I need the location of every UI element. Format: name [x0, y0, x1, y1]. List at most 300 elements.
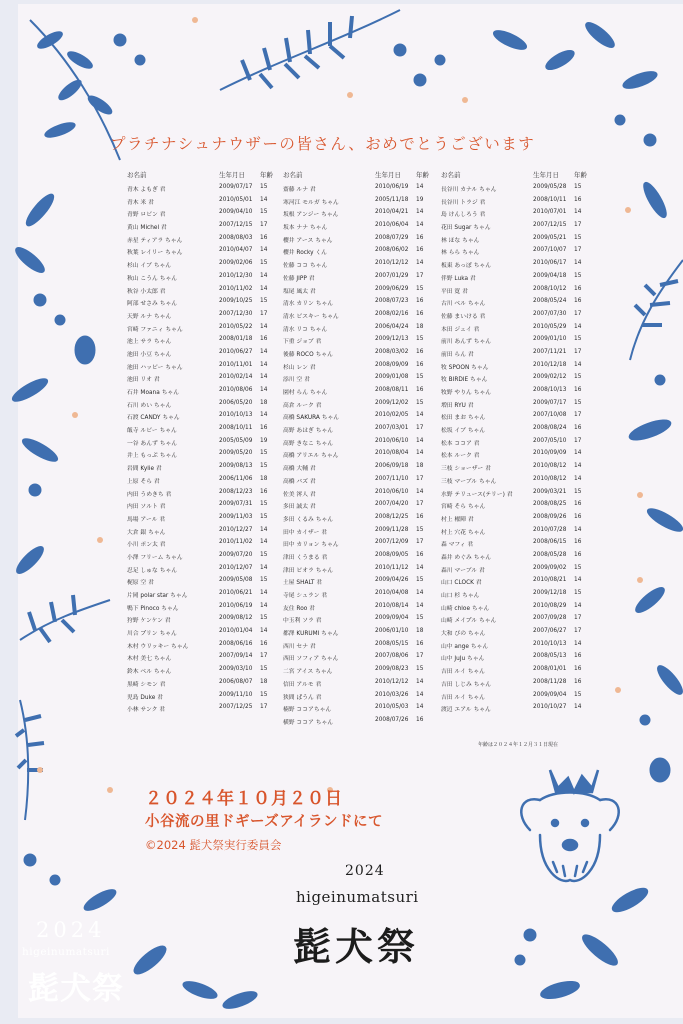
name-row — [441, 362, 591, 375]
birth-date: 2010/12/07 — [219, 564, 253, 571]
name-row — [127, 476, 277, 489]
age-value: 17 — [574, 222, 582, 229]
age-value: 14 — [416, 678, 424, 685]
age-value: 14 — [260, 272, 268, 279]
dog-name: 田中 カリョン ちゃん — [283, 542, 339, 549]
birth-date: 2010/08/21 — [533, 577, 567, 584]
name-row — [127, 679, 277, 692]
name-row — [441, 184, 591, 197]
name-row — [283, 704, 433, 717]
name-row — [283, 438, 433, 451]
age-value: 15 — [260, 666, 268, 673]
dog-name: 小川 ポン太 君 — [127, 542, 166, 549]
name-row — [441, 324, 591, 337]
name-row — [283, 603, 433, 616]
age-value: 17 — [416, 425, 424, 432]
dog-name: 杉山 レン 君 — [283, 364, 316, 371]
name-row — [283, 286, 433, 299]
birth-date: 2007/03/01 — [375, 425, 409, 432]
birth-date: 2008/01/01 — [533, 666, 567, 673]
birth-date: 2009/02/12 — [533, 374, 567, 381]
dog-name: 秋葉 レイリー ちゃん — [127, 250, 183, 257]
column-header — [441, 170, 591, 184]
age-value: 16 — [416, 361, 424, 368]
name-row — [441, 463, 591, 476]
dog-name: 吉田 ルイ ちゃん — [441, 669, 485, 676]
name-row — [441, 209, 591, 222]
name-row — [441, 235, 591, 248]
name-row — [283, 692, 433, 705]
birth-date: 2009/04/10 — [219, 209, 253, 216]
dog-name: 横野 ココア ちゃん — [283, 719, 334, 726]
watermark-year: 2024 — [36, 918, 106, 942]
dog-name: 中玉利 ソラ 君 — [283, 618, 322, 625]
name-row — [441, 450, 591, 463]
age-value: 14 — [416, 222, 424, 229]
logo-year: 2024 — [345, 863, 385, 879]
name-row — [441, 653, 591, 666]
name-row — [283, 349, 433, 362]
name-row — [127, 324, 277, 337]
age-value: 14 — [260, 323, 268, 330]
header-birthday: 生年月日 — [219, 171, 245, 179]
birth-date: 2009/07/20 — [219, 551, 253, 558]
dog-name: 杉山 イブ ちゃん — [127, 263, 172, 270]
birth-date: 2007/04/20 — [375, 501, 409, 508]
birth-date: 2010/11/02 — [219, 539, 253, 546]
name-row — [127, 387, 277, 400]
birth-date: 2010/08/04 — [375, 450, 409, 457]
age-value: 16 — [574, 666, 582, 673]
birth-date: 2009/10/25 — [219, 298, 253, 305]
age-value: 16 — [416, 387, 424, 393]
age-value: 16 — [260, 640, 268, 647]
age-value: 15 — [416, 399, 424, 406]
birth-date: 2010/11/01 — [219, 361, 253, 368]
dog-name: 池田 リオ 君 — [127, 377, 160, 384]
name-row — [283, 387, 433, 400]
name-row — [283, 450, 433, 463]
age-value: 19 — [416, 196, 424, 203]
dog-name: 秋谷 小太郎 君 — [127, 288, 166, 295]
dog-name: 高野 あはぎ ちゃん — [283, 428, 334, 435]
dog-name: 狩野 ケンケン 君 — [127, 618, 171, 625]
dog-name: 櫻井 Rocky くん — [283, 250, 327, 257]
name-row — [441, 527, 591, 540]
age-value: 18 — [260, 678, 268, 685]
age-value: 14 — [260, 285, 268, 292]
dog-name: 岩間 Kylie 君 — [127, 466, 162, 473]
name-row — [441, 222, 591, 235]
age-value: 17 — [416, 272, 424, 279]
dog-name: 森 マフィ 君 — [441, 542, 474, 549]
age-value: 15 — [574, 488, 582, 495]
birth-date: 2007/12/15 — [219, 222, 253, 229]
birth-date: 2010/05/22 — [219, 323, 253, 330]
age-value: 14 — [260, 374, 268, 381]
dog-name: 牧野 やりん ちゃん — [441, 390, 492, 396]
age-value: 14 — [574, 577, 582, 584]
name-row — [283, 489, 433, 502]
header-age: 年齢 — [574, 171, 587, 179]
birth-date: 2008/09/26 — [533, 513, 567, 520]
age-value: 17 — [574, 412, 582, 419]
age-value: 16 — [574, 551, 582, 558]
birth-date: 2008/05/15 — [375, 640, 409, 647]
birth-date: 2007/06/27 — [533, 628, 567, 635]
dog-name: 内田 ソルト 君 — [127, 504, 166, 511]
header-age: 年齢 — [260, 171, 273, 179]
age-value: 15 — [416, 526, 424, 533]
dog-name: 上原 そら 君 — [127, 478, 160, 485]
name-row — [441, 501, 591, 514]
dog-name: 一谷 あんず ちゃん — [127, 440, 178, 447]
birth-date: 2010/04/07 — [219, 247, 253, 254]
birth-date: 2006/09/18 — [375, 463, 409, 470]
name-row — [441, 476, 591, 489]
age-value: 16 — [260, 425, 268, 432]
birth-date: 2010/06/19 — [375, 184, 409, 190]
name-row — [283, 235, 433, 248]
birth-date: 2010/08/12 — [533, 475, 567, 482]
dog-name: 山口 杉 ちゃん — [441, 593, 480, 599]
birth-date: 2009/05/08 — [219, 577, 253, 584]
age-value: 16 — [574, 298, 582, 305]
age-value: 15 — [260, 298, 268, 305]
dog-name: 下重 ジョブ 君 — [283, 339, 322, 346]
age-value: 14 — [574, 450, 582, 457]
age-value: 14 — [260, 387, 268, 393]
age-value: 14 — [260, 247, 268, 254]
event-date: ２０２４年１０月２０日 — [145, 789, 343, 809]
birth-date: 2008/05/13 — [533, 653, 567, 660]
name-row — [441, 197, 591, 210]
dog-name: 青木 よもぎ 君 — [127, 187, 166, 193]
name-row — [127, 565, 277, 578]
dog-name: 青木 米 君 — [127, 199, 154, 206]
age-value: 14 — [260, 348, 268, 355]
dog-name: 馬場 アール 君 — [127, 516, 166, 523]
age-value: 16 — [574, 425, 582, 432]
name-row — [441, 336, 591, 349]
name-row — [127, 450, 277, 463]
age-value: 17 — [416, 653, 424, 660]
name-row — [127, 641, 277, 654]
dog-name: 長谷川 カナル ちゃん — [441, 187, 497, 193]
birth-date: 2006/08/07 — [219, 678, 253, 685]
age-value: 17 — [260, 653, 268, 660]
birth-date: 2008/01/18 — [219, 336, 253, 343]
name-row — [127, 260, 277, 273]
birth-date: 2010/06/10 — [375, 488, 409, 495]
birth-date: 2009/09/04 — [375, 615, 409, 622]
dog-name: 川合 プリン ちゃん — [127, 631, 177, 638]
birth-date: 2007/07/30 — [533, 310, 567, 317]
copyright-line: ©2024 髭犬祭実行委員会 — [145, 838, 282, 852]
name-row — [441, 412, 591, 425]
birth-date: 2007/11/21 — [533, 348, 567, 355]
age-value: 15 — [260, 260, 268, 267]
dog-name: 島 けんしろう 君 — [441, 212, 486, 219]
name-row — [283, 527, 433, 540]
dog-name: 黄山 Michel 君 — [127, 225, 167, 232]
header-name: お名前 — [441, 171, 461, 179]
age-value: 15 — [574, 374, 582, 381]
age-value: 14 — [416, 437, 424, 444]
name-row — [441, 641, 591, 654]
dog-name: 山崎 メイプル ちゃん — [441, 618, 497, 625]
age-value: 14 — [574, 260, 582, 267]
age-value: 17 — [574, 247, 582, 254]
birth-date: 2007/12/30 — [219, 310, 253, 317]
birth-date: 2010/05/03 — [375, 704, 409, 711]
dog-name: 板東 あっぽ ちゃん — [441, 263, 492, 270]
name-row — [127, 463, 277, 476]
age-value: 15 — [416, 577, 424, 584]
birth-date: 2008/08/03 — [219, 234, 253, 241]
age-value: 18 — [260, 399, 268, 406]
name-row — [127, 653, 277, 666]
dog-name: 池上 サラ ちゃん — [127, 339, 172, 346]
birth-date: 2007/12/15 — [533, 222, 567, 229]
dog-name: 多田 誠太 君 — [283, 504, 316, 511]
age-value: 17 — [416, 475, 424, 482]
name-row — [441, 628, 591, 641]
dog-name: 楠野 ココアちゃん — [283, 707, 332, 714]
header-birthday: 生年月日 — [375, 171, 401, 179]
dog-name: 西川 セナ 君 — [283, 643, 316, 650]
name-row — [441, 577, 591, 590]
name-row — [283, 628, 433, 641]
dog-name: 忍足 しゅな ちゃん — [127, 567, 178, 574]
birth-date: 2006/11/06 — [219, 475, 253, 482]
birth-date: 2009/05/28 — [533, 184, 567, 190]
birth-date: 2009/04/18 — [533, 272, 567, 279]
age-value: 17 — [416, 501, 424, 508]
name-row — [283, 324, 433, 337]
name-row — [283, 679, 433, 692]
dog-name: 秋山 こうん ちゃん — [127, 275, 178, 282]
birth-date: 2008/10/11 — [533, 196, 567, 203]
age-value: 17 — [574, 437, 582, 444]
dog-name: 高橋 SAKURA ちゃん — [283, 415, 340, 422]
birth-date: 2007/05/10 — [533, 437, 567, 444]
birth-date: 2008/06/15 — [533, 539, 567, 546]
dog-name: 寒河江 モルガ ちゃん — [283, 199, 339, 206]
name-row — [283, 374, 433, 387]
age-value: 17 — [574, 310, 582, 317]
name-row — [283, 222, 433, 235]
age-reference-note: 年齢は２０２４年１２月３１日現在 — [478, 742, 559, 748]
name-row — [283, 666, 433, 679]
birth-date: 2005/11/18 — [375, 196, 409, 203]
birth-date: 2007/01/29 — [375, 272, 409, 279]
age-value: 14 — [260, 602, 268, 609]
birth-date: 2008/09/09 — [375, 361, 409, 368]
age-value: 16 — [416, 640, 424, 647]
age-value: 15 — [574, 399, 582, 406]
birth-date: 2009/03/10 — [219, 666, 253, 673]
age-value: 14 — [574, 475, 582, 482]
name-row — [127, 527, 277, 540]
name-row — [441, 349, 591, 362]
dog-name: 小澤 フリーム ちゃん — [127, 554, 183, 561]
dog-name: 寺尾 シュラン 君 — [283, 593, 328, 599]
dog-name: 前川 あんず ちゃん — [441, 339, 492, 346]
dog-name: 清水 ビスキー ちゃん — [283, 313, 339, 320]
birth-date: 2010/08/12 — [533, 463, 567, 470]
name-row — [283, 400, 433, 413]
age-value: 15 — [416, 336, 424, 343]
dog-name: 池田 小豆 ちゃん — [127, 351, 172, 358]
age-value: 14 — [574, 640, 582, 647]
age-value: 14 — [260, 412, 268, 419]
dog-name: 三枝 ショーザー 君 — [441, 466, 491, 473]
birth-date: 2009/05/21 — [533, 234, 567, 241]
name-row — [283, 514, 433, 527]
dog-name: 坂根 アンジー ちゃん — [283, 212, 339, 219]
dog-name: 狭間 ぱうん 君 — [283, 694, 322, 701]
birth-date: 2009/03/21 — [533, 488, 567, 495]
birth-date: 2010/08/14 — [375, 602, 409, 609]
birth-date: 2008/02/16 — [375, 310, 409, 317]
age-value: 14 — [260, 539, 268, 546]
birth-date: 2007/09/14 — [219, 653, 253, 660]
dog-name: 古川 べル ちゃん — [441, 301, 486, 308]
birth-date: 2007/10/07 — [533, 247, 567, 254]
name-row — [127, 298, 277, 311]
name-row — [441, 692, 591, 705]
birth-date: 2009/08/23 — [375, 666, 409, 673]
dog-name: 花田 Sugar ちゃん — [441, 225, 491, 232]
name-row — [441, 489, 591, 502]
birth-date: 2007/12/25 — [219, 704, 253, 711]
birth-date: 2008/10/11 — [219, 425, 253, 432]
birth-date: 2009/12/13 — [375, 336, 409, 343]
birth-date: 2010/11/02 — [219, 285, 253, 292]
name-row — [283, 362, 433, 375]
name-row — [283, 425, 433, 438]
name-row — [127, 222, 277, 235]
name-row — [441, 286, 591, 299]
age-value: 16 — [416, 348, 424, 355]
dog-name: 佐藤 ココ ちゃん — [283, 263, 328, 270]
birth-date: 2009/11/10 — [219, 691, 253, 698]
dog-name: 坂本 ナナ ちゃん — [283, 225, 328, 232]
dog-name: 黒崎 シモン 君 — [127, 681, 166, 688]
name-row — [441, 514, 591, 527]
birth-date: 2010/07/28 — [533, 526, 567, 533]
age-value: 14 — [574, 209, 582, 216]
age-value: 15 — [260, 450, 268, 457]
birth-date: 2009/06/29 — [375, 285, 409, 292]
age-value: 16 — [416, 310, 424, 317]
dog-name: 二宮 アイス ちゃん — [283, 669, 333, 676]
name-row — [127, 374, 277, 387]
birth-date: 2008/06/02 — [375, 247, 409, 254]
logo-kanji: 髭犬祭 — [293, 924, 420, 969]
birth-date: 2009/04/26 — [375, 577, 409, 584]
dog-name: 高倉 ルーク 君 — [283, 402, 322, 409]
birth-date: 2010/12/30 — [219, 272, 253, 279]
birth-date: 2008/07/23 — [375, 298, 409, 305]
name-row — [441, 260, 591, 273]
age-value: 15 — [574, 336, 582, 343]
name-row — [283, 336, 433, 349]
dog-name: 山中 ange ちゃん — [441, 643, 489, 650]
birth-date: 2010/12/12 — [375, 260, 409, 267]
age-value: 14 — [416, 209, 424, 216]
age-value: 16 — [260, 336, 268, 343]
dog-name: 西田 ソフィア ちゃん — [283, 656, 339, 663]
dog-name: 添川 空 君 — [283, 377, 310, 384]
name-row — [283, 463, 433, 476]
dog-name: 石渡 CANDY ちゃん — [127, 415, 180, 422]
age-value: 14 — [260, 361, 268, 368]
name-row — [441, 438, 591, 451]
name-row — [283, 197, 433, 210]
name-row — [127, 311, 277, 324]
dog-name: 山中 JuJu ちゃん — [441, 656, 485, 663]
age-value: 15 — [260, 551, 268, 558]
dog-name: 林 らら ちゃん — [441, 250, 480, 257]
dog-name: 赤星 ティアラ ちゃん — [127, 237, 183, 244]
name-row — [441, 298, 591, 311]
dog-name: 宮崎 ファニィ ちゃん — [127, 326, 183, 333]
age-value: 14 — [260, 196, 268, 203]
birth-date: 2010/06/10 — [375, 437, 409, 444]
dog-name: 高橋 大輔 君 — [283, 466, 316, 473]
birth-date: 2008/06/16 — [219, 640, 253, 647]
birth-date: 2010/05/01 — [219, 196, 253, 203]
name-row — [283, 184, 433, 197]
age-value: 14 — [574, 526, 582, 533]
column-header — [283, 170, 433, 184]
name-row — [283, 298, 433, 311]
dog-name: 飯寺 ルビー ちゃん — [127, 428, 177, 435]
age-value: 15 — [574, 564, 582, 571]
name-row — [283, 273, 433, 286]
name-row — [283, 209, 433, 222]
age-value: 17 — [574, 348, 582, 355]
dog-name: 清水 リコ ちゃん — [283, 326, 328, 333]
dog-name: 友住 Roo 君 — [283, 605, 315, 612]
header-name: お名前 — [283, 171, 303, 179]
dog-name: 後藤 ROCO ちゃん — [283, 351, 333, 358]
dog-name: 村上 穴花 ちゃん — [441, 529, 486, 536]
birth-date: 2007/09/28 — [533, 615, 567, 622]
birth-date: 2009/12/18 — [533, 590, 567, 596]
header-name: お名前 — [127, 171, 147, 179]
dog-name: 佐藤 JIPP 君 — [283, 275, 315, 282]
name-row — [127, 273, 277, 286]
dog-name: 山崎 chloe ちゃん — [441, 605, 490, 612]
birth-date: 2009/08/12 — [219, 615, 253, 622]
age-value: 19 — [260, 437, 268, 444]
age-value: 15 — [574, 590, 582, 596]
age-value: 18 — [416, 628, 424, 635]
birth-date: 2009/02/06 — [219, 260, 253, 267]
age-value: 15 — [260, 463, 268, 470]
age-value: 16 — [574, 501, 582, 508]
age-value: 16 — [416, 551, 424, 558]
dog-name: 松坂 イブ ちゃん — [441, 428, 486, 435]
name-row — [127, 514, 277, 527]
name-row — [283, 247, 433, 260]
age-value: 14 — [416, 590, 424, 596]
name-row — [283, 615, 433, 628]
age-value: 17 — [260, 222, 268, 229]
